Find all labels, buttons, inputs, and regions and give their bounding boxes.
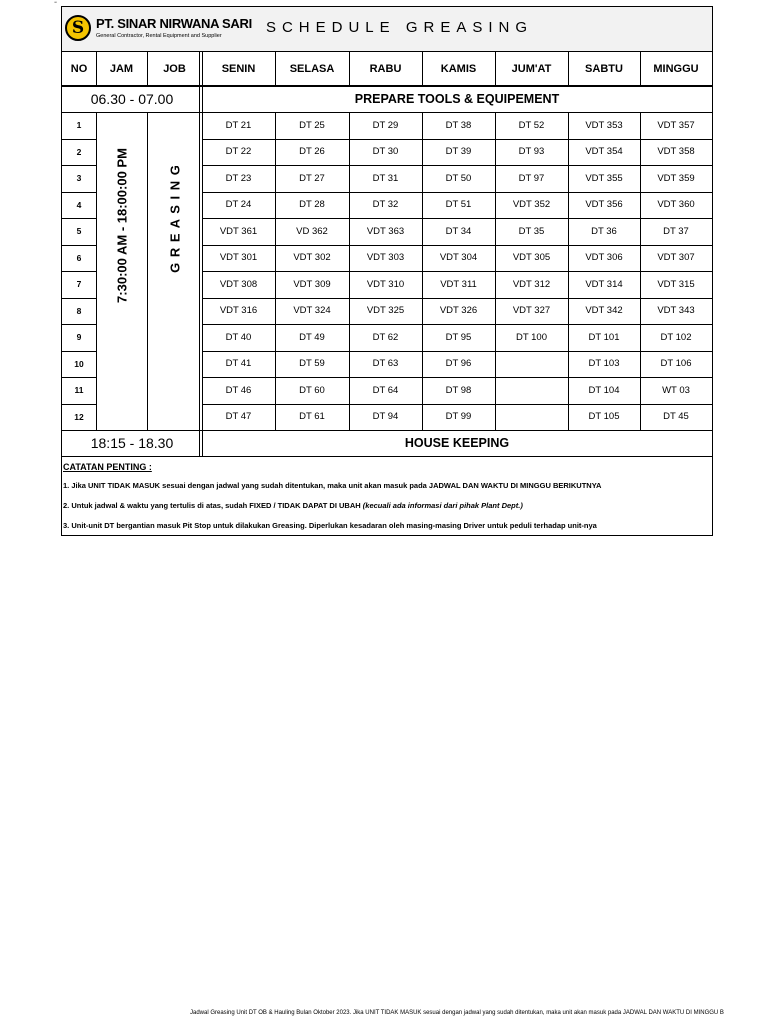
schedule-cell: VDT 352 <box>512 199 551 211</box>
column-header-jam: JAM <box>109 62 134 75</box>
schedule-cell: DT 38 <box>445 119 472 131</box>
schedule-cell: DT 101 <box>588 331 620 343</box>
schedule-cell: VDT 309 <box>293 278 331 290</box>
schedule-cell: VDT 307 <box>657 252 695 264</box>
schedule-cell: VDT 306 <box>585 252 623 264</box>
schedule-cell: DT 59 <box>299 358 325 370</box>
row-number: 12 <box>74 411 84 422</box>
housekeeping-time: 18:15 - 18.30 <box>90 435 174 451</box>
grid-line <box>96 112 97 430</box>
grid-line <box>147 51 148 86</box>
grid-line <box>422 51 423 86</box>
schedule-cell: DT 62 <box>372 331 399 343</box>
grid-line <box>62 192 96 193</box>
schedule-cell: VDT 325 <box>366 305 405 317</box>
schedule-document <box>61 6 713 536</box>
schedule-cell: DT 96 <box>445 358 472 370</box>
schedule-cell: DT 60 <box>299 384 325 396</box>
schedule-cell: VDT 308 <box>219 278 258 290</box>
grid-line <box>202 51 203 86</box>
grid-line <box>202 404 712 405</box>
schedule-cell: DT 100 <box>516 331 547 343</box>
work-hours-vertical: 7:30:00 AM - 18:00:00 PM <box>114 148 129 303</box>
schedule-cell: DT 29 <box>372 119 399 131</box>
grid-line <box>202 165 712 166</box>
notes-title: CATATAN PENTING : <box>63 462 152 472</box>
schedule-cell: VDT 305 <box>512 252 551 264</box>
row-number: 11 <box>74 385 84 396</box>
column-header-kamis: KAMIS <box>440 62 477 75</box>
column-header-senin: SENIN <box>221 62 256 75</box>
grid-line <box>568 112 569 430</box>
grid-line <box>495 51 496 86</box>
schedule-cell: VDT 314 <box>585 278 623 290</box>
grid-line <box>640 112 641 430</box>
grid-line <box>62 165 96 166</box>
row-number: 8 <box>76 305 82 316</box>
grid-line <box>62 271 96 272</box>
schedule-cell: DT 64 <box>372 384 399 396</box>
schedule-cell: DT 26 <box>299 146 325 158</box>
company-logo-icon: S <box>65 15 91 41</box>
schedule-cell: VDT 358 <box>657 146 695 158</box>
schedule-cell: VDT 363 <box>366 225 405 237</box>
schedule-cell: VDT 311 <box>440 278 477 290</box>
schedule-cell: VDT 355 <box>585 172 623 184</box>
grid-line <box>62 112 712 113</box>
schedule-cell: DT 39 <box>445 146 472 158</box>
grid-line <box>62 245 96 246</box>
schedule-cell: VDT 359 <box>657 172 695 184</box>
page-title: SCHEDULE GREASING <box>265 19 534 36</box>
schedule-cell <box>495 404 568 431</box>
grid-line <box>202 245 712 246</box>
grid-line <box>202 324 712 325</box>
grid-line <box>62 139 96 140</box>
schedule-cell: DT 21 <box>225 119 252 131</box>
schedule-cell: VDT 343 <box>657 305 695 317</box>
company-tagline: General Contractor, Rental Equipment and Supplier <box>96 33 222 39</box>
schedule-cell: DT 105 <box>588 411 620 423</box>
schedule-cell: DT 35 <box>518 225 545 237</box>
grid-line <box>202 218 712 219</box>
schedule-cell: VDT 304 <box>439 252 478 264</box>
column-header-job: JOB <box>163 62 186 75</box>
schedule-cell: VDT 312 <box>512 278 551 290</box>
schedule-cell <box>495 377 568 404</box>
grid-line <box>202 271 712 272</box>
note-2: 2. Untuk jadwal & waktu yang tertulis di atas, sudah FIXED / TIDAK DAPAT DI UBAH (kecuali ada informasi dari pihak Plant Dept.) <box>63 501 523 510</box>
grid-line <box>202 377 712 378</box>
grid-line <box>202 86 203 456</box>
grid-line <box>202 351 712 352</box>
column-header-jumat: JUM'AT <box>511 62 552 75</box>
company-name: PT. SINAR NIRWANA SARI <box>96 16 252 31</box>
schedule-cell: DT 99 <box>445 411 472 423</box>
schedule-cell: DT 40 <box>225 331 252 343</box>
corner-mark: ᵘᵉ <box>54 0 58 5</box>
schedule-cell: VDT 324 <box>293 305 331 317</box>
grid-line <box>640 51 641 86</box>
row-number: 2 <box>76 146 82 157</box>
schedule-cell: DT 104 <box>588 384 620 396</box>
schedule-cell: DT 103 <box>588 358 620 370</box>
row-number: 5 <box>76 226 82 237</box>
schedule-cell: DT 46 <box>225 384 252 396</box>
schedule-cell: DT 102 <box>660 331 692 343</box>
schedule-cell: DT 63 <box>372 358 399 370</box>
grid-line <box>96 51 97 86</box>
schedule-cell: DT 47 <box>225 411 252 423</box>
column-header-rabu: RABU <box>369 62 402 75</box>
schedule-cell: DT 24 <box>225 199 252 211</box>
schedule-cell: DT 36 <box>591 225 617 237</box>
grid-line <box>62 456 712 457</box>
schedule-cell: VDT 326 <box>439 305 478 317</box>
schedule-cell: VDT 357 <box>657 119 695 131</box>
row-number: 4 <box>76 199 82 210</box>
note-3: 3. Unit-unit DT bergantian masuk Pit Stop untuk dilakukan Greasing. Diperlukan kesadaran oleh masing-masing Driver untuk peduli terhadap unit-nya <box>63 521 597 530</box>
grid-line <box>62 218 96 219</box>
schedule-cell: DT 50 <box>445 172 472 184</box>
schedule-cell: VDT 303 <box>366 252 405 264</box>
housekeeping-label: HOUSE KEEPING <box>404 436 510 450</box>
schedule-cell: DT 25 <box>299 119 325 131</box>
schedule-cell: VDT 316 <box>219 305 258 317</box>
grid-line <box>62 351 96 352</box>
schedule-cell: VDT 310 <box>366 278 405 290</box>
column-header-minggu: MINGGU <box>653 62 699 75</box>
schedule-cell: DT 23 <box>225 172 252 184</box>
schedule-cell: DT 95 <box>445 331 472 343</box>
prep-time: 06.30 - 07.00 <box>90 91 174 107</box>
grid-line <box>202 139 712 140</box>
row-number: 6 <box>76 252 82 263</box>
grid-line <box>62 85 712 87</box>
job-greasing-vertical: G R E A S I N G <box>167 164 182 273</box>
row-number: 10 <box>74 358 84 369</box>
page-footer: Jadwal Greasing Unit DT OB & Hauling Bulan Oktober 2023. Jika UNIT TIDAK MASUK sesuai dengan jadwal yang sudah ditentukan, maka unit akan masuk pada JADWAL DAN WAKTU DI MINGGU B <box>190 1010 724 1016</box>
schedule-cell: DT 34 <box>445 225 472 237</box>
schedule-cell: DT 22 <box>225 146 252 158</box>
column-header-no: NO <box>70 62 88 75</box>
schedule-cell: DT 93 <box>518 146 545 158</box>
schedule-cell: DT 32 <box>372 199 399 211</box>
row-number: 7 <box>76 279 82 290</box>
schedule-cell: DT 30 <box>372 146 399 158</box>
grid-line <box>349 112 350 430</box>
grid-line <box>202 298 712 299</box>
schedule-cell: VDT 302 <box>293 252 331 264</box>
grid-line <box>199 51 200 456</box>
grid-line <box>147 112 148 430</box>
schedule-cell: VDT 354 <box>585 146 623 158</box>
schedule-cell: DT 98 <box>445 384 472 396</box>
row-number: 3 <box>76 173 82 184</box>
schedule-cell: VDT 356 <box>585 199 623 211</box>
schedule-cell: DT 52 <box>518 119 545 131</box>
grid-line <box>495 112 496 430</box>
schedule-cell: DT 41 <box>225 358 252 370</box>
schedule-cell: DT 27 <box>299 172 325 184</box>
grid-line <box>62 404 96 405</box>
schedule-cell: VDT 342 <box>585 305 623 317</box>
schedule-cell: DT 94 <box>372 411 399 423</box>
schedule-cell: DT 49 <box>299 331 325 343</box>
column-header-selasa: SELASA <box>289 62 335 75</box>
schedule-cell: DT 51 <box>445 199 472 211</box>
row-number: 1 <box>76 120 82 131</box>
schedule-cell: DT 61 <box>299 411 325 423</box>
schedule-cell: VDT 361 <box>219 225 258 237</box>
grid-line <box>275 51 276 86</box>
grid-line <box>62 430 712 431</box>
schedule-cell: VDT 360 <box>657 199 695 211</box>
schedule-cell: VDT 315 <box>657 278 695 290</box>
grid-line <box>422 112 423 430</box>
grid-line <box>568 51 569 86</box>
grid-line <box>62 377 96 378</box>
note-1: 1. Jika UNIT TIDAK MASUK sesuai dengan jadwal yang sudah ditentukan, maka unit akan masuk pada JADWAL DAN WAKTU DI MINGGU BERIKUTNYA <box>63 481 602 490</box>
schedule-cell: DT 28 <box>299 199 325 211</box>
prep-label: PREPARE TOOLS & EQUIPEMENT <box>354 92 560 106</box>
grid-line <box>349 51 350 86</box>
grid-line <box>62 298 96 299</box>
schedule-cell: DT 97 <box>518 172 545 184</box>
grid-line <box>62 324 96 325</box>
schedule-cell: DT 45 <box>663 411 689 423</box>
schedule-cell: DT 106 <box>660 358 692 370</box>
schedule-cell: VDT 327 <box>512 305 551 317</box>
row-number: 9 <box>76 332 82 343</box>
grid-line <box>275 112 276 430</box>
schedule-cell: DT 31 <box>372 172 399 184</box>
grid-line <box>202 192 712 193</box>
schedule-cell <box>495 351 568 378</box>
schedule-cell: WT 03 <box>662 384 690 396</box>
document-header <box>62 7 712 52</box>
schedule-cell: VD 362 <box>296 225 328 237</box>
schedule-cell: DT 37 <box>663 225 689 237</box>
column-header-sabtu: SABTU <box>585 62 623 75</box>
schedule-cell: VDT 353 <box>585 119 623 131</box>
schedule-cell: VDT 301 <box>219 252 258 264</box>
